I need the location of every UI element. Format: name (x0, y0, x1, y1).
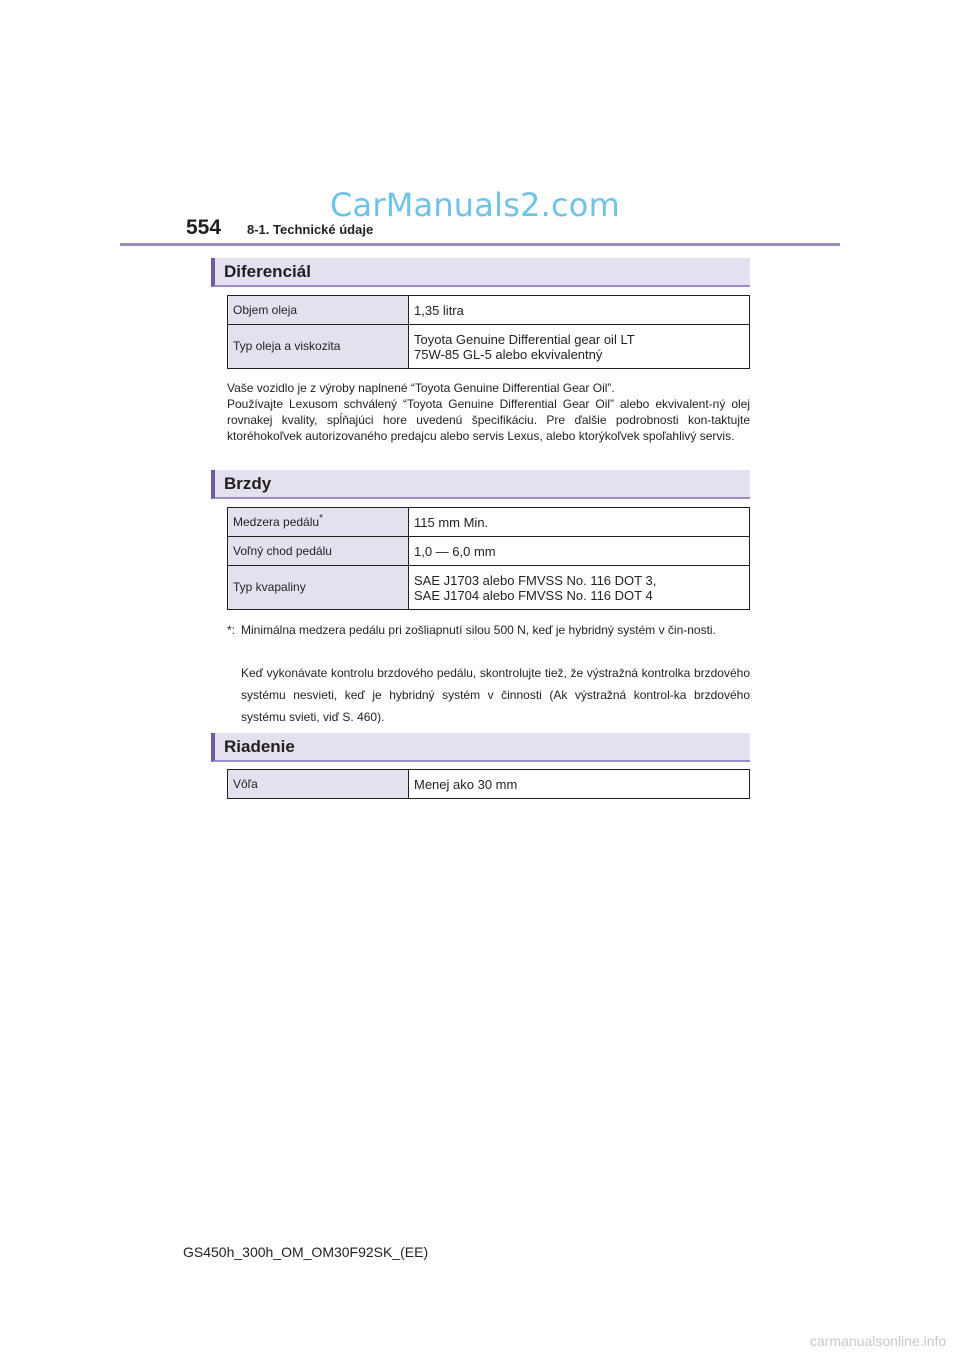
section-bar-brakes (211, 470, 750, 499)
spec-key (228, 508, 409, 537)
table-row (228, 537, 750, 566)
spec-value (409, 325, 750, 369)
spec-key: Voľný chod pedálu (228, 537, 409, 566)
bottom-watermark: carmanualsonline.info (810, 1333, 947, 1349)
brakes-spec-table (227, 507, 750, 610)
table-row (228, 566, 750, 610)
spec-value: 1,35 litra (409, 296, 750, 325)
differential-spec-table (227, 295, 750, 369)
table-row (228, 325, 750, 369)
spec-key: Objem oleja (228, 296, 409, 325)
section-title-differential: Diferenciál (224, 262, 311, 281)
section-title-brakes: Brzdy (224, 474, 272, 493)
footnote-marker: * (319, 512, 323, 524)
page-number: 554 (186, 216, 222, 239)
table-row (228, 770, 750, 799)
spec-value-line: SAE J1703 alebo FMVSS No. 116 DOT 3, (414, 572, 657, 588)
spec-value-line: Toyota Genuine Differential gear oil LT (414, 331, 635, 347)
table-row (228, 296, 750, 325)
spec-value: Menej ako 30 mm (409, 770, 750, 799)
footnote-marker: *: (227, 623, 236, 637)
paragraph-line: Vaše vozidlo je z výroby naplnené “Toyota Genuine Differential Gear Oil”. (227, 381, 615, 395)
watermark-logo: CarManuals2.com (330, 186, 620, 224)
differential-info-paragraph (227, 380, 750, 444)
spec-value: 1,0 — 6,0 mm (409, 537, 750, 566)
spec-key-text: Medzera pedálu (233, 514, 320, 529)
section-heading: 8-1. Technické údaje (247, 222, 374, 237)
spec-value (409, 566, 750, 610)
brakes-note: Keď vykonávate kontrolu brzdového pedálu, skontrolujte tiež, že výstražná kontrolka brzdového systému nesvieti, keď je hybridný systém v činnosti (Ak výstražná kontrol-ka brzdového systému svieti, viď S. 460). (241, 666, 750, 724)
spec-key: Typ kvapaliny (228, 566, 409, 610)
steering-spec-table (227, 769, 750, 799)
header-divider (120, 243, 840, 246)
table-row (228, 508, 750, 537)
paragraph-line: Používajte Lexusom schválený “Toyota Genuine Differential Gear Oil” alebo ekvivalent-ný olej rovnakej kvality, spĺňajúci hore uvedenú špecifikáciu. Pre ďalšie podrobnosti kon-taktujte ktoréhokoľvek autorizovaného predajcu alebo servis Lexus, alebo ktorýkoľvek spoľahlivý servis. (227, 397, 750, 443)
section-title-steering: Riadenie (224, 737, 295, 756)
spec-key: Typ oleja a viskozita (228, 325, 409, 369)
spec-key: Vôľa (228, 770, 409, 799)
document-code: GS450h_300h_OM_OM30F92SK_(EE) (183, 1244, 429, 1260)
brakes-footnote (227, 619, 750, 641)
footnote-text: Minimálna medzera pedálu pri zošliapnutí silou 500 N, keď je hybridný systém v čin-nosti. (241, 623, 716, 637)
spec-value-line: 75W-85 GL-5 alebo ekvivalentný (414, 346, 603, 362)
spec-value-line: SAE J1704 alebo FMVSS No. 116 DOT 4 (414, 587, 653, 603)
spec-value: 115 mm Min. (409, 508, 750, 537)
